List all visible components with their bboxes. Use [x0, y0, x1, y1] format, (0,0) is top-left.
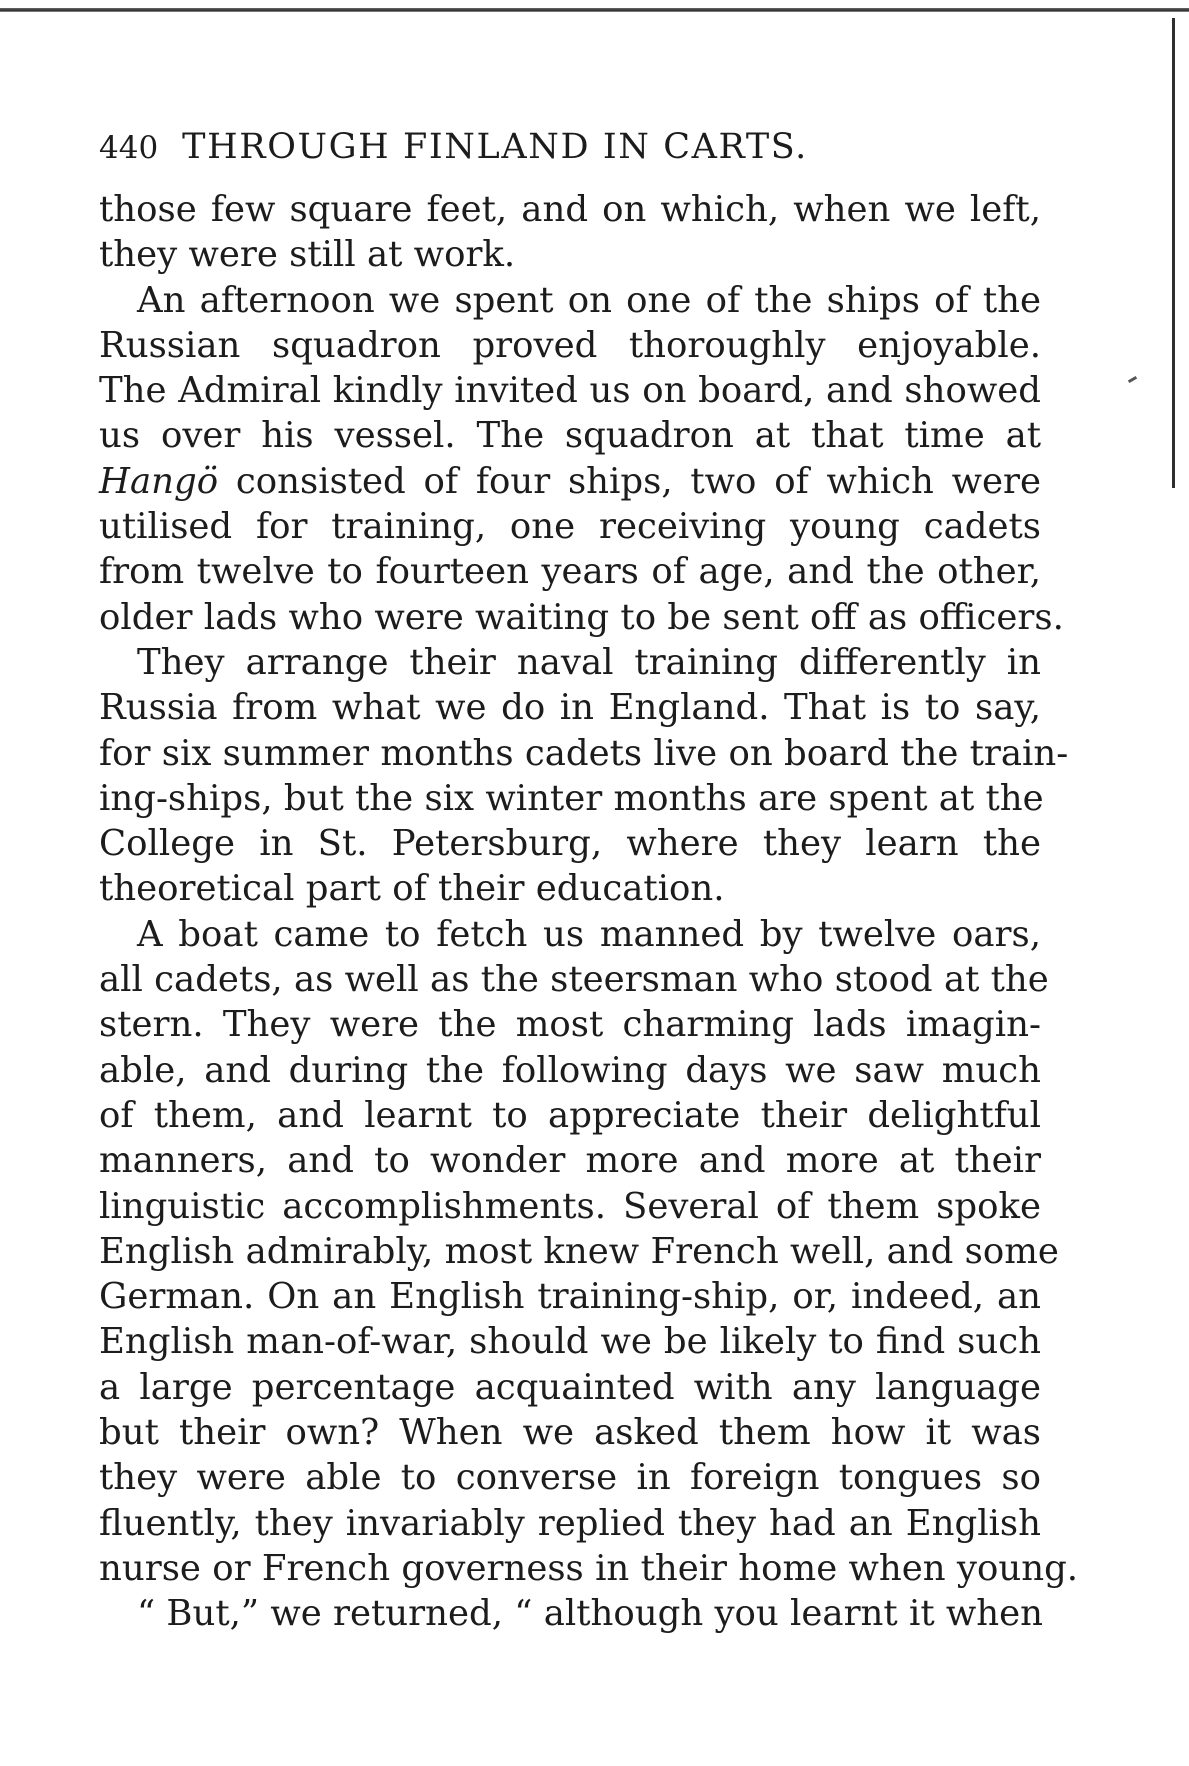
page-header — [99, 122, 1039, 172]
text-line: An afternoon we spent on one of the ships of the — [137, 279, 1041, 321]
text-line: manners, and to wonder more and more at their — [99, 1140, 1041, 1182]
text-line: theoretical part of their education. — [99, 868, 725, 910]
text-line: Russian squadron proved thoroughly enjoyable. — [99, 324, 1041, 366]
italic-place-name: Hangö — [99, 460, 219, 502]
text-line: German. On an English training-ship, or, indeed, an — [99, 1276, 1041, 1318]
text-line: of them, and learnt to appreciate their delightful — [99, 1094, 1041, 1136]
text-line-with-italic — [99, 459, 1041, 504]
text-line: stern. They were the most charming lads imagin- — [99, 1004, 1041, 1046]
text-line: ing-ships, but the six winter months are spent at the — [99, 777, 1044, 819]
text-line: all cadets, as well as the steersman who stood at the — [99, 959, 1049, 1001]
text-line-rest: consisted of four ships, two of which were — [235, 460, 1041, 502]
text-line: but their own? When we asked them how it was — [99, 1412, 1041, 1454]
text-line: The Admiral kindly invited us on board, and showed — [99, 370, 1041, 412]
text-line: A boat came to fetch us manned by twelve oars, — [137, 913, 1041, 955]
text-line: from twelve to fourteen years of age, and the other, — [99, 551, 1041, 593]
text-line: Russia from what we do in England. That is to say, — [99, 687, 1041, 729]
text-line: they were able to converse in foreign tongues so — [99, 1457, 1041, 1499]
text-line: a large percentage acquainted with any language — [99, 1366, 1041, 1408]
running-title: THROUGH FINLAND IN CARTS. — [182, 127, 808, 167]
text-line: for six summer months cadets live on board the train- — [99, 732, 1069, 774]
text-line: “ But,” we returned, “ although you learnt it when — [137, 1593, 1043, 1635]
text-line: those few square feet, and on which, when we left, — [99, 189, 1041, 230]
text-line: older lads who were waiting to be sent off as officers. — [99, 596, 1064, 638]
body-text — [99, 187, 1079, 1637]
text-line: English man-of-war, should we be likely to find such — [99, 1321, 1041, 1363]
text-line: They arrange their naval training differently in — [137, 641, 1041, 683]
margin-mark — [1128, 376, 1137, 383]
top-border-rule — [0, 8, 1189, 12]
text-line: fluently, they invariably replied they had an English — [99, 1502, 1041, 1544]
text-line: utilised for training, one receiving young cadets — [99, 506, 1041, 548]
text-line: they were still at work. — [99, 234, 516, 276]
text-line: linguistic accomplishments. Several of them spoke — [99, 1185, 1041, 1227]
text-line: able, and during the following days we saw much — [99, 1049, 1041, 1091]
text-line: nurse or French governess in their home when young. — [99, 1547, 1079, 1589]
text-line: English admirably, most knew French well, and some — [99, 1230, 1059, 1272]
text-line: us over his vessel. The squadron at that time at — [99, 415, 1041, 457]
right-margin-rule — [1172, 18, 1175, 488]
page-number: 440 — [99, 130, 159, 166]
text-line: College in St. Petersburg, where they learn the — [99, 823, 1041, 865]
